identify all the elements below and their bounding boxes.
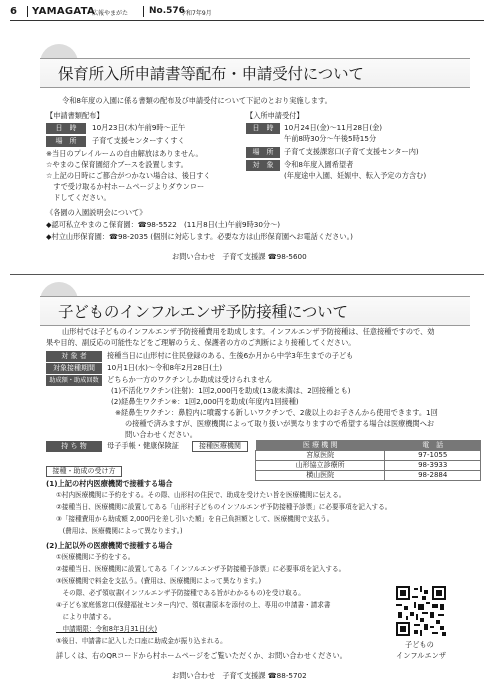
period-label: 対象接種期間 — [46, 363, 102, 374]
section2-intro: 山形村では子どものインフルエンザ予防接種費用を助成します。インフルエンザ予防接種は、任意接種ですので、効 — [62, 327, 435, 336]
application-heading: 【入所申請受付】 — [246, 111, 304, 120]
brand-subtitle: 広報やまがた — [92, 10, 129, 17]
outside-heading: (2)上記以外の医療機関で接種する場合 — [46, 541, 173, 550]
page-number: 6 — [10, 6, 17, 17]
table-header: 医 療 機 関 — [256, 440, 385, 451]
distribution-heading: 【申請書類配布】 — [46, 111, 104, 120]
period-value: 10月1日(水)～令和8年2月28日(土) — [107, 363, 223, 372]
issue-date: 令和7年9月 — [180, 10, 212, 17]
distribution-note: ☆やまのこ保育園紹介ブースを設置します。 — [46, 160, 188, 169]
footer-note: 詳しくは、右のQRコードから村ホームページをご覧いただくか、お問い合わせください。 — [56, 651, 347, 660]
header-rule — [10, 20, 484, 21]
clinics-table — [255, 440, 481, 481]
table-cell: 横山医院 — [256, 471, 385, 481]
table-row — [256, 461, 481, 471]
outside-step: により申請する。 — [56, 613, 116, 621]
table-cell: 山形協立診療所 — [256, 461, 385, 471]
subsidy-line: (1)不活化ワクチン(注射)：1回2,000円を助成(13歳未満は、2回接種とも) — [111, 386, 351, 395]
subsidy-line: の接種で済みますが、医療機関によって取り扱いが異なりますので希望する場合は医療機関へお — [125, 419, 435, 428]
section2-contact: お問い合わせ 子育て支援課 ☎88-5702 — [172, 671, 307, 680]
outside-step: その際、必ず領収書(インフルエンザ予防接種である旨がわかるもの)を受け取る。 — [56, 589, 305, 597]
bring-value: 母子手帳・健康保険証 — [107, 441, 179, 450]
subsidy-line: ※経鼻生ワクチン：鼻腔内に噴霧する新しいワクチンで、2歳以上のお子さんから使用できます。1回 — [115, 408, 438, 417]
table-cell: 98-2884 — [385, 471, 481, 481]
section2-title: 子どものインフルエンザ予防接種について — [58, 303, 348, 321]
distribution-note: ドしてください。 — [46, 193, 111, 202]
distribution-date-value: 10月23日(木)午前9時～正午 — [92, 123, 186, 132]
distribution-note: すで受け取るか村ホームページよりダウンロー — [46, 182, 205, 191]
outside-step: ③医療機関で料金を支払う。(費用は、医療機関によって異なります。) — [56, 577, 262, 585]
brand-name: YAMAGATA — [32, 6, 96, 17]
section1-title: 保育所入所申請書等配布・申請受付について — [58, 65, 364, 83]
explanation-item: ◆認可私立やまのこ保育園：☎98-5522 (11月8日(土)午前9時30分～) — [46, 220, 281, 229]
explanation-heading: 《各園の入園説明会について》 — [46, 208, 147, 217]
outside-step: ⑤後日、申請書に記入した口座に助成金が振り込まれる。 — [56, 637, 227, 645]
howto-label: 接種・助成の受け方 — [46, 466, 122, 477]
distribution-place-label: 場 所 — [46, 136, 86, 147]
distribution-date-label: 日 時 — [46, 123, 86, 134]
distribution-note: ☆上記の日時にご都合がつかない場合は、後日すく — [46, 171, 211, 180]
table-cell: 98-3933 — [385, 461, 481, 471]
distribution-note: ※当日のプレイルームの自由解放はありません。 — [46, 149, 203, 158]
subsidy-label: 助成額・助成回数 — [46, 375, 102, 386]
table-cell: 宮原医院 — [256, 451, 385, 461]
qr-caption: 子どもの — [405, 640, 434, 649]
issue-number: No.576 — [149, 6, 185, 16]
subsidy-line: どちらか一方のワクチンしか助成は受けられません — [107, 375, 272, 384]
application-target-value: 令和8年度入園希望者 — [284, 160, 354, 169]
distribution-place-value: 子育て支援センターすくすく — [92, 136, 185, 145]
outside-deadline: 申請期限：令和8年3月31日(火) — [56, 625, 158, 633]
header-divider — [143, 6, 144, 17]
application-time-value: 午前8時30分～午後5時15分 — [284, 134, 377, 143]
table-cell: 97-1055 — [385, 451, 481, 461]
section-divider — [10, 274, 484, 275]
section1-intro: 令和8年度の入園に係る書類の配布及び申請受付について下記のとおり実施します。 — [62, 96, 332, 105]
target-value: 接種当日に山形村に住民登録のある、生後6か月から中学3年生までの子ども — [107, 351, 354, 360]
qr-code-image[interactable] — [396, 586, 446, 636]
application-place-value: 子育て支援課窓口(子育て支援センター内) — [284, 147, 419, 156]
inside-heading: (1)上記の村内医療機関で接種する場合 — [46, 479, 173, 488]
subsidy-line: 問い合わせください。 — [125, 430, 197, 439]
qr-caption: インフルエンザ — [396, 651, 447, 660]
application-target-note: (年度途中入園、妊娠中、転入予定の方含む) — [284, 171, 427, 180]
clinics-label: 接種医療機関 — [192, 441, 248, 452]
table-row — [256, 451, 481, 461]
subsidy-line: (2)経鼻生ワクチン※：1回2,000円を助成(年度内1回接種) — [111, 397, 299, 406]
section1-contact: お問い合わせ 子育て支援課 ☎98-5600 — [172, 252, 307, 261]
inside-step: ③「接種費用から助成額 2,000円を差し引いた額」を自己負担額として、医療機関で支払う。 — [56, 515, 334, 523]
application-place-label: 場 所 — [246, 147, 280, 158]
bring-label: 持 ち 物 — [46, 441, 102, 452]
outside-step: ①医療機関に予約をする。 — [56, 553, 135, 561]
application-date-value: 10月24日(金)～11月28日(金) — [284, 123, 383, 132]
table-row — [256, 471, 481, 481]
outside-step: ④子ども家庭係窓口(保健福祉センター内)で、領収書原本を添付の上、専用の申請書・請求書 — [56, 601, 331, 609]
header-divider — [27, 6, 28, 17]
application-date-label: 日 時 — [246, 123, 280, 134]
table-header: 電 話 — [385, 440, 481, 451]
inside-step: (費用は、医療機関によって異なります。) — [56, 527, 183, 535]
outside-step: ②接種当日、医療機関に設置してある「インフルエンザ予防接種予診票」に必要事項を記入する。 — [56, 565, 346, 573]
inside-step: ①村内医療機関に予約をする。その際、山形村の住民で、助成を受けたい旨を医療機関に伝える。 — [56, 491, 346, 499]
application-target-label: 対 象 — [246, 160, 280, 171]
explanation-item: ◆村立山形保育園：☎98-2035 (個別に対応します。必要な方は山形保育園へお電話ください。) — [46, 232, 353, 241]
inside-step: ②接種当日、医療機関に設置してある「山形村子どものインフルエンザ予防接種予診票」に必要事項を記入する。 — [56, 503, 392, 511]
table-header-row — [256, 440, 481, 451]
section2-intro: 果や目的、副反応の可能性などをご理解のうえ、保護者の方のご判断により接種してください。 — [46, 338, 356, 347]
target-label: 対 象 者 — [46, 351, 102, 362]
